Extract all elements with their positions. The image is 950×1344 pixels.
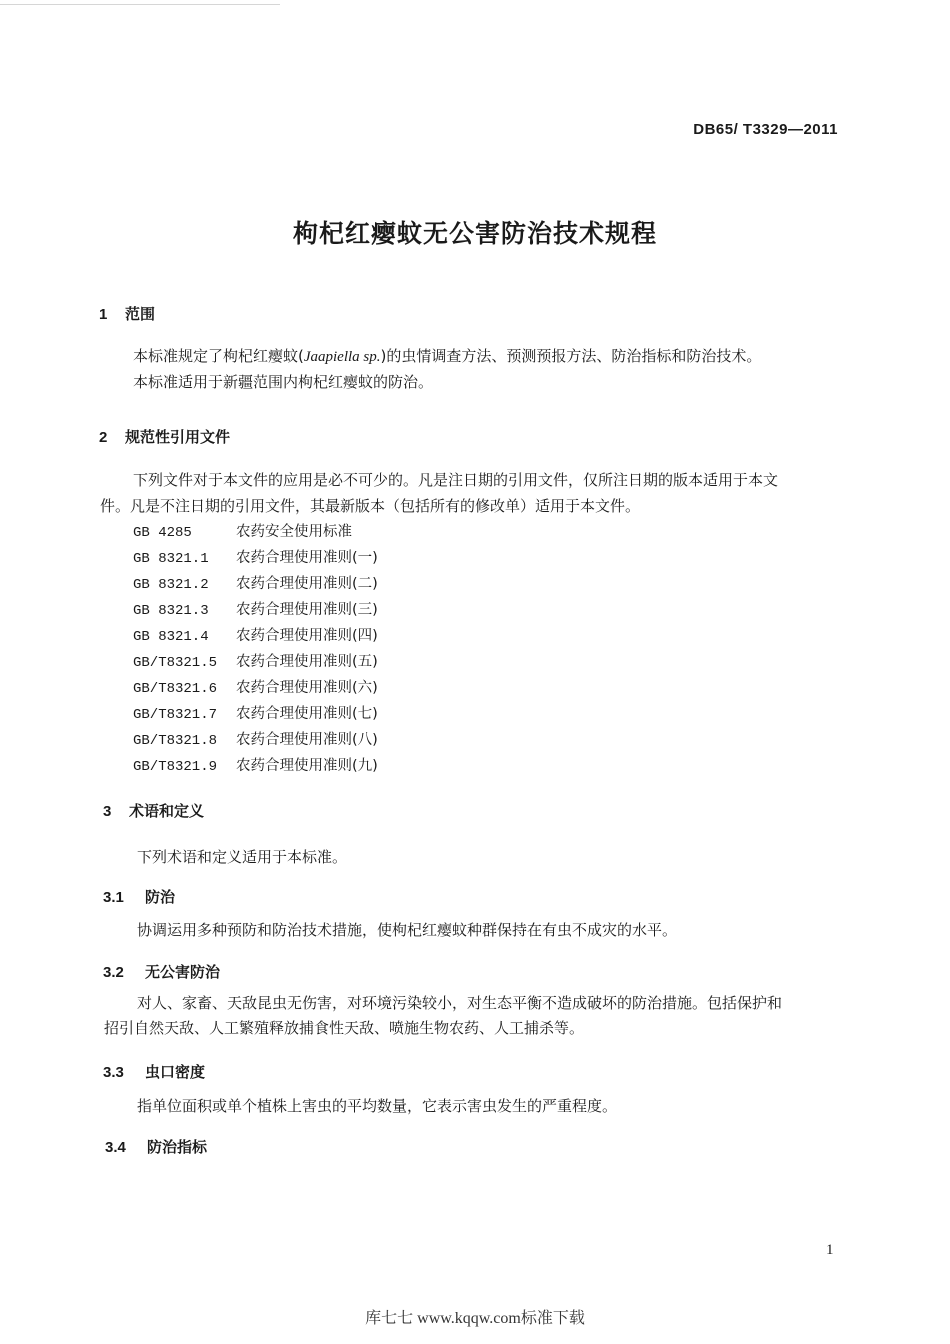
section-1-heading [99, 303, 155, 324]
section-3-2-text-line-1: 对人、家畜、天敌昆虫无伤害，对环境污染较小，对生态平衡不造成破坏的防治措施。包括保护和 [137, 994, 783, 1012]
section-1-paragraph-1 [133, 344, 761, 370]
reference-title: 农药合理使用准则(六) [236, 680, 378, 696]
section-2-heading [99, 426, 230, 447]
reference-title: 农药合理使用准则(一) [236, 550, 378, 566]
section-number: 3.3 [103, 1064, 124, 1081]
section-number: 1 [99, 306, 108, 323]
section-1-paragraph-2: 本标准适用于新疆范围内枸杞红瘿蚊的防治。 [133, 373, 434, 391]
reference-title: 农药合理使用准则(五) [236, 654, 378, 670]
section-3-4-heading [105, 1136, 207, 1157]
section-title: 虫口密度 [145, 1063, 206, 1081]
footer-watermark: 库七七 www.kqqw.com标准下载 [365, 1310, 585, 1327]
section-title: 范围 [125, 305, 156, 323]
reference-code: GB/T8321.9 [133, 759, 218, 775]
reference-code: GB/T8321.8 [133, 733, 218, 749]
reference-code: GB 8321.3 [133, 603, 209, 619]
list-item [133, 546, 378, 572]
section-title: 无公害防治 [145, 963, 221, 981]
reference-title: 农药合理使用准则(三) [236, 602, 378, 618]
section-number: 3.2 [103, 964, 124, 981]
reference-code: GB/T8321.6 [133, 681, 218, 697]
section-number: 2 [99, 429, 108, 446]
section-3-3-heading [103, 1061, 205, 1082]
section-title: 防治指标 [147, 1138, 208, 1156]
section-title: 防治 [145, 888, 176, 906]
section-number: 3.1 [103, 889, 124, 906]
section-3-2-text-line-2: 招引自然天敌、人工繁殖释放捕食性天敌、喷施生物农药、人工捕杀等。 [104, 1019, 585, 1037]
section-3-heading [103, 800, 204, 821]
reference-code: GB 8321.2 [133, 577, 209, 593]
paragraph-text: )的虫情调查方法、预测预报方法、防治指标和防治技术。 [380, 347, 762, 365]
reference-title: 农药合理使用准则(二) [236, 576, 378, 592]
section-3-1-text: 协调运用多种预防和防治技术措施，使枸杞红瘿蚊种群保持在有虫不成灾的水平。 [137, 921, 678, 939]
reference-list [133, 520, 378, 780]
section-title: 规范性引用文件 [125, 428, 231, 446]
section-number: 3.4 [105, 1139, 126, 1156]
reference-title: 农药合理使用准则(七) [236, 706, 378, 722]
list-item [133, 702, 378, 728]
list-item [133, 572, 378, 598]
section-3-3-text: 指单位面积或单个植株上害虫的平均数量，它表示害虫发生的严重程度。 [137, 1097, 618, 1115]
reference-title: 农药合理使用准则(四) [236, 628, 378, 644]
list-item [133, 676, 378, 702]
section-number: 3 [103, 803, 112, 820]
paragraph-text: 本标准规定了枸杞红瘿蚊( [133, 347, 304, 365]
reference-title: 农药合理使用准则(九) [236, 758, 378, 774]
section-3-1-heading [103, 886, 175, 907]
reference-code: GB 8321.1 [133, 551, 209, 567]
document-number: DB65/ T3329—2011 [693, 121, 838, 138]
list-item [133, 754, 378, 780]
section-2-paragraph-line-1: 下列文件对于本文件的应用是必不可少的。凡是注日期的引用文件，仅所注日期的版本适用于本文 [133, 471, 779, 489]
reference-code: GB/T8321.7 [133, 707, 218, 723]
list-item [133, 728, 378, 754]
list-item [133, 650, 378, 676]
section-title: 术语和定义 [129, 802, 205, 820]
scan-edge-line [0, 4, 280, 5]
reference-code: GB 4285 [133, 525, 192, 541]
page-number: 1 [826, 1242, 834, 1258]
latin-name: Jaapiella sp. [303, 349, 381, 365]
section-2-paragraph-line-2: 件。凡是不注日期的引用文件，其最新版本（包括所有的修改单）适用于本文件。 [100, 497, 641, 515]
reference-title: 农药安全使用标准 [236, 524, 352, 540]
section-3-paragraph: 下列术语和定义适用于本标准。 [137, 848, 348, 866]
section-3-2-heading [103, 961, 220, 982]
reference-code: GB 8321.4 [133, 629, 209, 645]
reference-code: GB/T8321.5 [133, 655, 218, 671]
document-title: 枸杞红瘿蚊无公害防治技术规程 [292, 219, 657, 248]
list-item [133, 520, 378, 546]
list-item [133, 624, 378, 650]
list-item [133, 598, 378, 624]
reference-title: 农药合理使用准则(八) [236, 732, 378, 748]
